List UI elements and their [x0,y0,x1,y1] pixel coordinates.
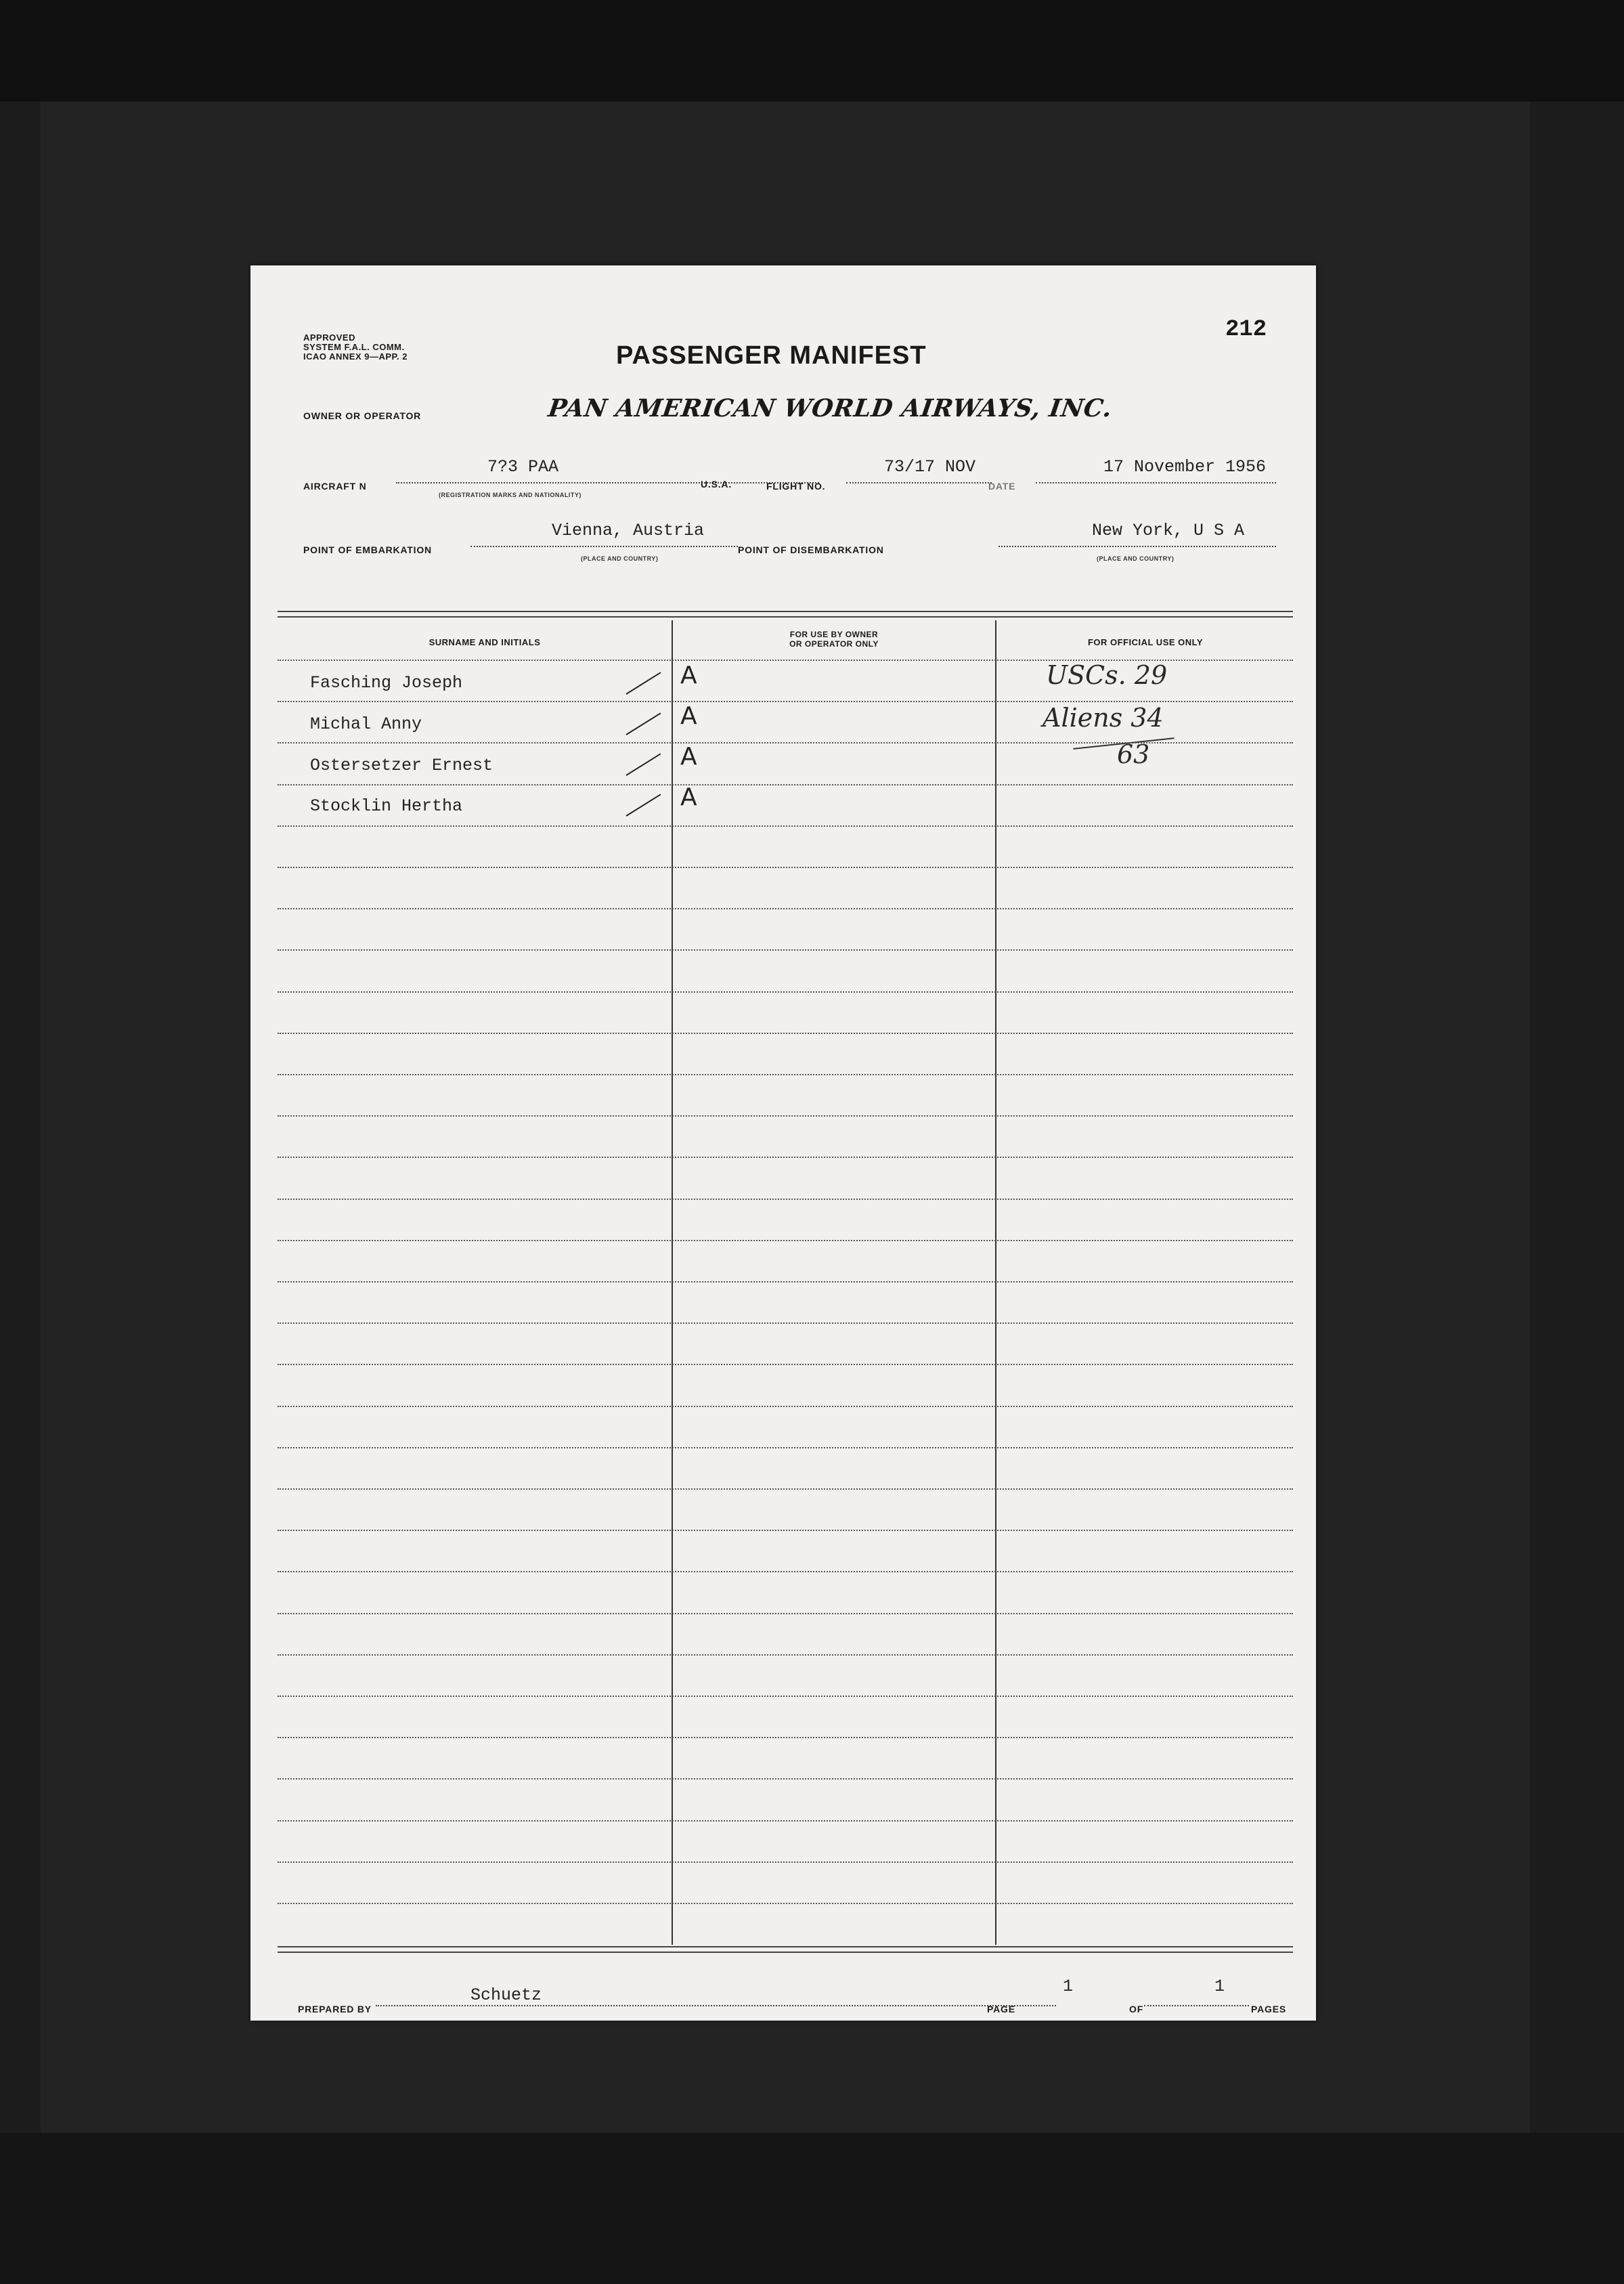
flight-label: FLIGHT NO. [766,481,826,492]
row-line [278,1654,1293,1656]
prepared-by-label: PREPARED BY [298,2004,372,2014]
official-note: 63 [1117,739,1150,769]
column-divider [672,620,673,1945]
row-line [278,660,1293,661]
embarkation-caption: (PLACE AND COUNTRY) [581,555,659,562]
column-header-official-use: FOR OFFICIAL USE ONLY [1087,637,1204,647]
row-line [278,1488,1293,1490]
approval-line: ICAO ANNEX 9—APP. 2 [303,351,408,362]
row-line [278,1530,1293,1531]
row-line [278,1115,1293,1117]
header-divider [278,611,1293,612]
scan-background-top [0,0,1624,102]
column-header-line: OR OPERATOR ONLY [789,639,879,649]
disembarkation-value: New York, U S A [1092,521,1245,540]
row-line [278,1820,1293,1822]
row-line [278,991,1293,993]
approval-line: SYSTEM F.A.L. COMM. [303,342,405,352]
date-field-line [1036,482,1276,483]
row-line [278,825,1293,827]
of-label: OF [1129,2004,1144,2014]
disembarkation-field-line [998,546,1276,547]
usa-label: U.S.A. [701,479,732,490]
passenger-name: Stocklin Hertha [310,796,463,816]
check-mark [626,794,661,816]
row-line [278,1406,1293,1407]
aircraft-label: AIRCRAFT N [303,481,367,492]
prepared-by-value: Schuetz [470,1985,542,2005]
row-line [278,1861,1293,1863]
flight-value: 73/17 NOV [884,457,976,477]
page-title: PASSENGER MANIFEST [616,341,927,370]
header-divider [278,616,1293,618]
embarkation-value: Vienna, Austria [552,521,705,540]
passenger-name: Fasching Joseph [310,673,463,693]
row-line [278,1696,1293,1697]
aircraft-caption: (REGISTRATION MARKS AND NATIONALITY) [439,492,581,498]
footer-divider [278,1946,1293,1947]
disembarkation-caption: (PLACE AND COUNTRY) [1097,555,1175,562]
aircraft-field-line [396,482,819,483]
row-line [278,1571,1293,1572]
approval-block [303,333,439,362]
row-line [278,1074,1293,1075]
total-pages-value: 1 [1214,1977,1225,1996]
operator-name: PAN AMERICAN WORLD AIRWAYS, INC. [546,394,1114,423]
date-value: 17 November 1956 [1103,457,1267,477]
passenger-name: Michal Anny [310,714,422,734]
row-line [278,1613,1293,1614]
row-line [278,1199,1293,1200]
column-header-line: FOR USE BY OWNER [789,630,879,639]
scan-background-bottom [0,2133,1624,2284]
row-line [278,1157,1293,1158]
date-label: DATE [988,481,1016,492]
passenger-code: A [680,702,697,730]
of-line [1144,2005,1249,2006]
passenger-code: A [680,783,697,811]
row-line [278,867,1293,868]
row-line [278,1737,1293,1738]
row-line [278,1447,1293,1448]
row-line [278,1322,1293,1324]
footer-divider [278,1952,1293,1953]
check-mark [626,712,661,735]
passenger-name: Ostersetzer Ernest [310,756,493,775]
flight-field-line [846,482,992,483]
column-divider [995,620,996,1945]
approval-line: APPROVED [303,332,355,343]
row-line [278,1364,1293,1365]
passenger-code: A [680,662,697,689]
official-note: USCs. 29 [1046,660,1168,690]
row-line [278,1778,1293,1780]
page-value: 1 [1063,1977,1074,1996]
page-label: PAGE [987,2004,1015,2014]
column-header-surname: SURNAME AND INITIALS [429,637,541,647]
official-note: Aliens 34 [1043,703,1164,733]
row-line [278,1240,1293,1241]
embarkation-field-line [470,546,738,547]
row-line [278,701,1293,702]
row-line [278,908,1293,909]
manifest-sheet [250,265,1316,2021]
owner-label: OWNER OR OPERATOR [303,410,422,421]
row-line [278,1033,1293,1034]
column-header-owner-use [673,630,995,649]
aircraft-value: 7?3 PAA [487,457,559,477]
check-mark [626,753,661,775]
manifest-number: 212 [1225,317,1267,343]
row-line [278,742,1293,744]
pages-label: PAGES [1251,2004,1286,2014]
row-line [278,1281,1293,1283]
disembarkation-label: POINT OF DISEMBARKATION [738,544,884,555]
check-mark [626,672,661,694]
passenger-code: A [680,743,697,771]
row-line [278,1903,1293,1904]
embarkation-label: POINT OF EMBARKATION [303,544,432,555]
row-line [278,784,1293,785]
prepared-by-line [376,2005,1056,2006]
row-line [278,949,1293,951]
